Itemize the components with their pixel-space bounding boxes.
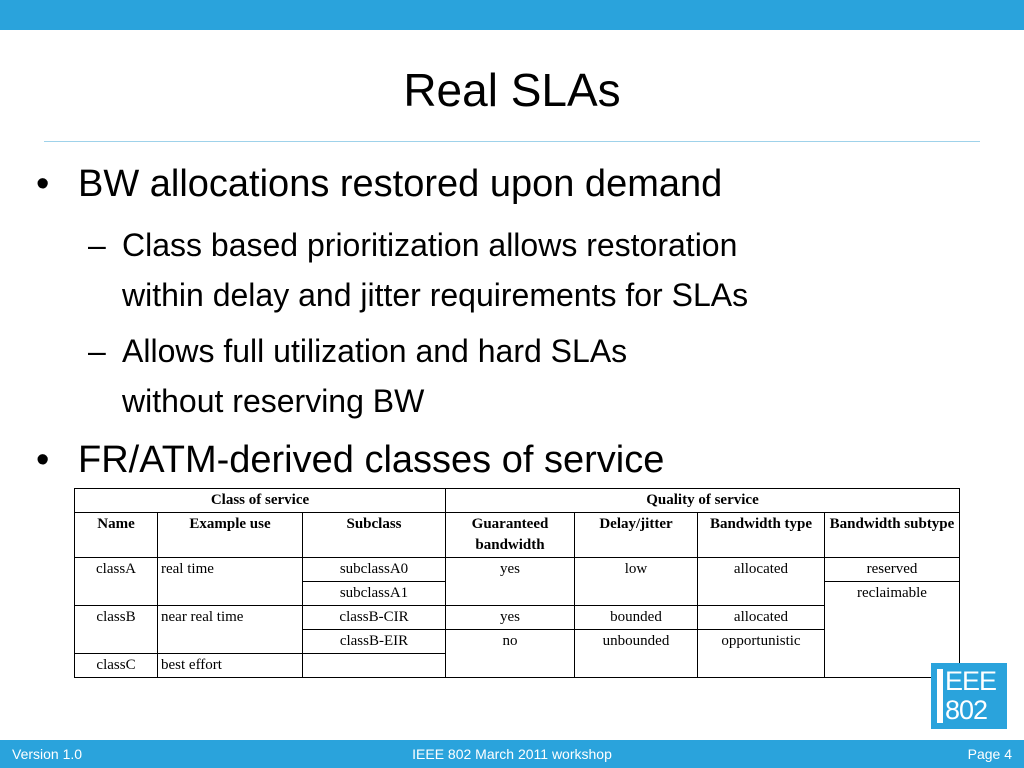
cell-delay-jitter: low (575, 558, 698, 606)
column-header: Name (75, 513, 158, 558)
cell-guaranteed: yes (446, 558, 575, 606)
cell-subclass: classB-CIR (303, 606, 446, 630)
cell-delay-jitter: unbounded (575, 630, 698, 678)
column-header: Delay/jitter (575, 513, 698, 558)
column-header: Bandwidth subtype (825, 513, 960, 558)
footer-version: Version 1.0 (12, 746, 83, 762)
logo-text-line-1: EEE (945, 666, 997, 696)
classes-of-service-table (74, 488, 960, 678)
table-row (75, 558, 960, 582)
top-accent-bar (0, 0, 1024, 30)
cell-subclass: subclassA1 (303, 582, 446, 606)
bullet-symbol: • (36, 163, 50, 205)
footer-bar (0, 740, 1024, 768)
footer-page-number: Page 4 (967, 746, 1012, 762)
subbullet-line-1: Class based prioritization allows restoration (122, 227, 738, 263)
cell-subclass: subclassA0 (303, 558, 446, 582)
column-header: Bandwidth type (698, 513, 825, 558)
table-group-header-row (75, 489, 960, 513)
subbullet-symbol: – (88, 333, 106, 369)
subbullet-line-2: within delay and jitter requirements for SLAs (122, 277, 749, 313)
cell-subclass (303, 654, 446, 678)
cell-guaranteed: yes (446, 606, 575, 630)
group-header-class-of-service: Class of service (75, 489, 446, 513)
subbullet-symbol: – (88, 227, 106, 263)
ieee-802-logo (931, 663, 1007, 729)
subbullet-line-2: without reserving BW (122, 383, 425, 419)
table-column-header-row (75, 513, 960, 558)
subbullet-line-1: Allows full utilization and hard SLAs (122, 333, 628, 369)
bullet-text: FR/ATM-derived classes of service (78, 439, 665, 481)
logo-text-line-2: 802 (945, 695, 988, 725)
cell-example-use: near real time (158, 606, 303, 654)
footer-event: IEEE 802 March 2011 workshop (412, 746, 612, 762)
column-header: Example use (158, 513, 303, 558)
slide-title: Real SLAs (403, 64, 621, 116)
cell-bandwidth-subtype: reserved (825, 558, 960, 582)
cell-subclass: classB-EIR (303, 630, 446, 654)
column-header: Subclass (303, 513, 446, 558)
bullet-text: BW allocations restored upon demand (78, 163, 723, 205)
cell-name: classA (75, 558, 158, 606)
cell-bandwidth-subtype: reclaimable (825, 582, 960, 678)
group-header-quality-of-service: Quality of service (446, 489, 960, 513)
cell-delay-jitter: bounded (575, 606, 698, 630)
title-divider (44, 141, 980, 142)
cell-guaranteed: no (446, 630, 575, 678)
cell-bandwidth-type: opportunistic (698, 630, 825, 678)
column-header: Guaranteed bandwidth (446, 513, 575, 558)
logo-bar (937, 669, 943, 723)
cell-example-use: real time (158, 558, 303, 606)
bullet-symbol: • (36, 439, 50, 481)
cell-example-use: best effort (158, 654, 303, 678)
cell-bandwidth-type: allocated (698, 558, 825, 606)
cell-name: classC (75, 654, 158, 678)
cell-name: classB (75, 606, 158, 654)
cell-bandwidth-type: allocated (698, 606, 825, 630)
